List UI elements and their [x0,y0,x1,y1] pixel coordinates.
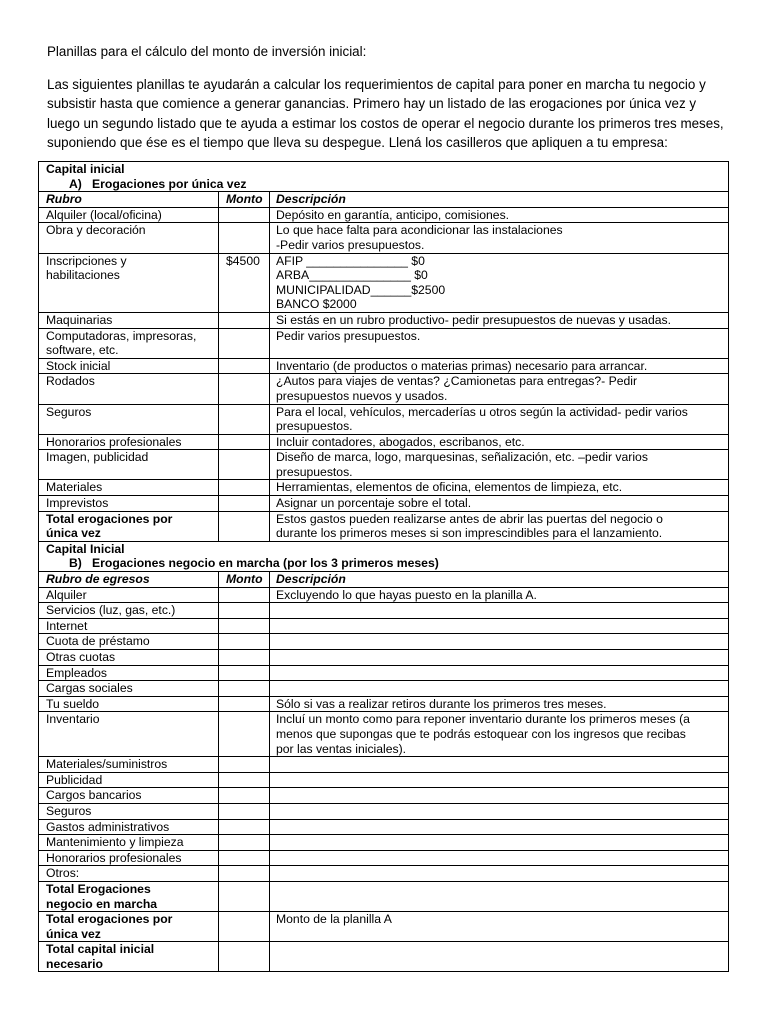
descripcion-cell[interactable] [270,819,729,835]
descripcion-cell-text: Depósito en garantía, anticipo, comisiones. [276,207,510,222]
total-label-cell [39,912,219,942]
descripcion-cell [270,434,729,450]
descripcion-cell-text: Pedir varios presupuestos. [276,328,421,343]
rubro-cell-text: Seguros [46,803,92,818]
monto-cell[interactable] [219,665,270,681]
total-monto-cell[interactable] [219,912,270,942]
table-row [39,207,729,223]
total-row [39,881,729,911]
descripcion-cell [270,496,729,512]
rubro-cell [39,618,219,634]
total-label-cell-text: Total Erogaciones negocio en marcha [46,881,158,911]
rubro-cell [39,650,219,666]
rubro-cell [39,757,219,773]
section-b-title-row [39,541,729,571]
rubro-cell-text: Materiales/suministros [46,757,168,772]
table-row [39,850,729,866]
rubro-cell [39,328,219,358]
monto-cell[interactable] [219,866,270,882]
monto-cell[interactable] [219,328,270,358]
descripcion-cell [270,374,729,404]
monto-cell[interactable] [219,404,270,434]
descripcion-cell[interactable] [270,772,729,788]
section-a-total-row [39,511,729,541]
section-b-header-row [39,572,729,588]
monto-cell[interactable] [219,835,270,851]
rubro-cell-text: Materiales [46,480,103,495]
descripcion-cell[interactable] [270,650,729,666]
header-rubro-text: Rubro de egresos [46,572,150,587]
monto-cell-text: $4500 [226,253,260,268]
total-descripcion-cell-text: Monto de la planilla A [276,912,392,927]
rubro-cell-text: Cargas sociales [46,681,133,696]
section-subtitle: B) Erogaciones negocio en marcha (por los 3 primeros meses) [69,556,439,571]
rubro-cell [39,374,219,404]
table-row [39,328,729,358]
descripcion-cell[interactable] [270,788,729,804]
rubro-cell-text: Seguros [46,404,92,419]
monto-cell[interactable] [219,634,270,650]
table-row [39,618,729,634]
rubro-cell-text: Otros: [46,866,80,881]
header-rubro-text: Rubro [46,192,82,207]
total-descripcion-cell [270,942,729,972]
descripcion-cell[interactable] [270,603,729,619]
monto-cell[interactable] [219,712,270,757]
table-row [39,803,729,819]
header-rubro [39,572,219,588]
rubro-cell [39,665,219,681]
monto-cell[interactable] [219,480,270,496]
monto-cell[interactable] [219,587,270,603]
rubro-cell [39,772,219,788]
descripcion-cell-text: Inventario (de productos o materias primas) necesario para arrancar. [276,358,648,373]
header-monto [219,192,270,208]
table-row [39,450,729,480]
rubro-cell [39,850,219,866]
rubro-cell [39,634,219,650]
rubro-cell-text: Inventario [46,712,100,727]
descripcion-cell-text: Incluir contadores, abogados, escribanos, etc. [276,434,525,449]
total-monto-cell[interactable] [219,881,270,911]
monto-cell[interactable] [219,496,270,512]
rubro-cell [39,788,219,804]
header-monto [219,572,270,588]
total-descripcion-cell [270,511,729,541]
descripcion-cell-text: Asignar un porcentaje sobre el total. [276,496,472,511]
table-row [39,650,729,666]
monto-cell[interactable] [219,450,270,480]
descripcion-cell [270,696,729,712]
section-title: Capital inicial [46,162,125,176]
total-label-cell [39,511,219,541]
monto-cell[interactable] [219,374,270,404]
monto-cell[interactable] [219,603,270,619]
section-b-title-row-cell [39,541,729,571]
table-row [39,358,729,374]
table-row [39,374,729,404]
descripcion-cell[interactable] [270,757,729,773]
descripcion-cell-text: Si estás en un rubro productivo- pedir presupuestos de nuevas y usadas. [276,312,671,327]
table-row [39,496,729,512]
monto-cell[interactable] [219,819,270,835]
table-row [39,587,729,603]
descripcion-cell [270,587,729,603]
rubro-cell [39,496,219,512]
monto-cell[interactable] [219,850,270,866]
monto-cell[interactable] [219,803,270,819]
total-row [39,912,729,942]
section-a-title-row-cell [39,162,729,192]
rubro-cell [39,803,219,819]
descripcion-cell[interactable] [270,634,729,650]
table-row [39,819,729,835]
table-row [39,665,729,681]
rubro-cell [39,819,219,835]
rubro-cell [39,480,219,496]
header-monto-text: Monto [226,572,263,587]
table-row [39,866,729,882]
total-descripcion-cell [270,912,729,942]
rubro-cell [39,312,219,328]
table-row [39,772,729,788]
total-descripcion-cell-text: Estos gastos pueden realizarse antes de abrir las puertas del negocio o durante los primeros meses si son imprescindibles para el lanzamiento. [276,511,663,541]
rubro-cell-text: Alquiler [46,587,87,602]
rubro-cell [39,358,219,374]
header-monto-text: Monto [226,192,263,207]
table-row [39,434,729,450]
monto-cell[interactable] [219,650,270,666]
rubro-cell-text: Computadoras, impresoras, software, etc. [46,328,197,358]
descripcion-cell [270,450,729,480]
total-label-cell [39,942,219,972]
descripcion-cell [270,253,729,312]
rubro-cell [39,835,219,851]
total-monto-cell[interactable] [219,942,270,972]
monto-cell[interactable] [219,434,270,450]
descripcion-cell [270,404,729,434]
rubro-cell-text: Inscripciones y habilitaciones [46,253,127,283]
monto-cell[interactable] [219,207,270,223]
rubro-cell [39,712,219,757]
table-row [39,404,729,434]
rubro-cell [39,207,219,223]
rubro-cell-text: Cuota de préstamo [46,634,150,649]
rubro-cell [39,866,219,882]
rubro-cell [39,696,219,712]
monto-cell[interactable] [219,696,270,712]
rubro-cell-text: Imagen, publicidad [46,450,149,465]
rubro-cell-text: Alquiler (local/oficina) [46,207,162,222]
header-descripcion [270,192,729,208]
rubro-cell-text: Imprevistos [46,496,109,511]
descripcion-cell[interactable] [270,835,729,851]
rubro-cell-text: Honorarios profesionales [46,850,182,865]
rubro-cell-text: Publicidad [46,772,103,787]
intro-title: Planillas para el cálculo del monto de inversión inicial: [47,44,367,59]
rubro-cell [39,434,219,450]
monto-cell[interactable] [219,772,270,788]
section-title: Capital Inicial [46,541,125,556]
header-descripcion-text: Descripción [276,192,346,207]
descripcion-cell[interactable] [270,850,729,866]
descripcion-cell[interactable] [270,803,729,819]
descripcion-cell[interactable] [270,681,729,697]
table-row [39,835,729,851]
monto-cell[interactable] [219,788,270,804]
table-row [39,603,729,619]
table-row [39,312,729,328]
rubro-cell-text: Empleados [46,665,107,680]
table-row [39,757,729,773]
descripcion-cell-text: Herramientas, elementos de oficina, elementos de limpieza, etc. [276,480,623,495]
descripcion-cell[interactable] [270,618,729,634]
rubro-cell-text: Maquinarias [46,312,113,327]
rubro-cell [39,450,219,480]
header-rubro [39,192,219,208]
descripcion-cell-text: Para el local, vehículos, mercaderías u otros según la actividad- pedir varios presupuestos. [276,404,688,434]
total-label-cell-text: Total erogaciones por única vez [46,511,173,541]
monto-cell[interactable] [219,312,270,328]
table-row [39,788,729,804]
rubro-cell [39,404,219,434]
descripcion-cell-text: AFIP _______________ $0 ARBA_______________ $0 MUNICIPALIDAD______$2500 BANCO $2000 [276,253,446,312]
descripcion-cell-text: Lo que hace falta para acondicionar las instalaciones -Pedir varios presupuestos. [276,223,563,252]
rubro-cell [39,223,219,253]
total-label-cell [39,881,219,911]
descripcion-cell-text: Diseño de marca, logo, marquesinas, señalización, etc. –pedir varios presupuestos. [276,450,648,479]
descripcion-cell [270,207,729,223]
descripcion-cell [270,312,729,328]
total-row [39,942,729,972]
monto-cell[interactable] [219,618,270,634]
section-a-title-row [39,162,729,192]
investment-worksheet [38,161,729,972]
rubro-cell-text: Servicios (luz, gas, etc.) [46,603,176,618]
table-row [39,480,729,496]
header-descripcion [270,572,729,588]
table-row [39,223,729,253]
monto-cell[interactable] [219,223,270,253]
descripcion-cell [270,223,729,253]
descripcion-cell[interactable] [270,866,729,882]
descripcion-cell [270,328,729,358]
rubro-cell-text: Honorarios profesionales [46,434,182,449]
rubro-cell-text: Stock inicial [46,358,111,373]
total-label-cell-text: Total erogaciones por única vez [46,912,173,941]
rubro-cell-text: Gastos administrativos [46,819,170,834]
descripcion-cell-text: Sólo si vas a realizar retiros durante los primeros tres meses. [276,696,607,711]
table-row [39,253,729,312]
rubro-cell [39,681,219,697]
monto-cell[interactable] [219,253,270,312]
table-row [39,634,729,650]
rubro-cell [39,587,219,603]
descripcion-cell [270,480,729,496]
descripcion-cell-text: ¿Autos para viajes de ventas? ¿Camionetas para entregas?- Pedir presupuestos nuevos y usados. [276,374,638,403]
descripcion-cell [270,712,729,757]
header-descripcion-text: Descripción [276,572,346,587]
descripcion-cell[interactable] [270,665,729,681]
monto-cell[interactable] [219,681,270,697]
rubro-cell-text: Otras cuotas [46,650,116,664]
monto-cell[interactable] [219,358,270,374]
table-row [39,681,729,697]
section-a-header-row [39,192,729,208]
rubro-cell-text: Cargos bancarios [46,788,142,803]
intro-paragraph: Las siguientes planillas te ayudarán a calcular los requerimientos de capital para poner en marcha tu negocio y subsistir hasta que comience a generar ganancias. Primero hay un listado de las erogaciones por única vez y luego un segundo listado que te ayuda a estimar los costos de operar el negocio durante los primeros tres meses, suponiendo que ése es el tiempo que lleva su despegue. Llená los casilleros que apliquen a tu empresa: [47,77,724,150]
rubro-cell-text: Mantenimiento y limpieza [46,835,184,850]
rubro-cell-text: Obra y decoración [46,223,146,238]
descripcion-cell [270,358,729,374]
rubro-cell [39,603,219,619]
rubro-cell-text: Rodados [46,374,95,389]
total-monto-cell[interactable] [219,511,270,541]
monto-cell[interactable] [219,757,270,773]
total-descripcion-cell [270,881,729,911]
descripcion-cell-text: Excluyendo lo que hayas puesto en la planilla A. [276,587,537,602]
rubro-cell-text: Tu sueldo [46,696,100,711]
total-label-cell-text: Total capital inicial necesario [46,942,155,971]
rubro-cell-text: Internet [46,618,88,633]
rubro-cell [39,253,219,312]
descripcion-cell-text: Incluí un monto como para reponer inventario durante los primeros meses (a menos que supongas que te podrás estoquear con los ingresos que recibas por las ventas iniciales). [276,712,690,756]
section-subtitle: A) Erogaciones por única vez [69,176,247,191]
table-row [39,696,729,712]
table-row [39,712,729,757]
